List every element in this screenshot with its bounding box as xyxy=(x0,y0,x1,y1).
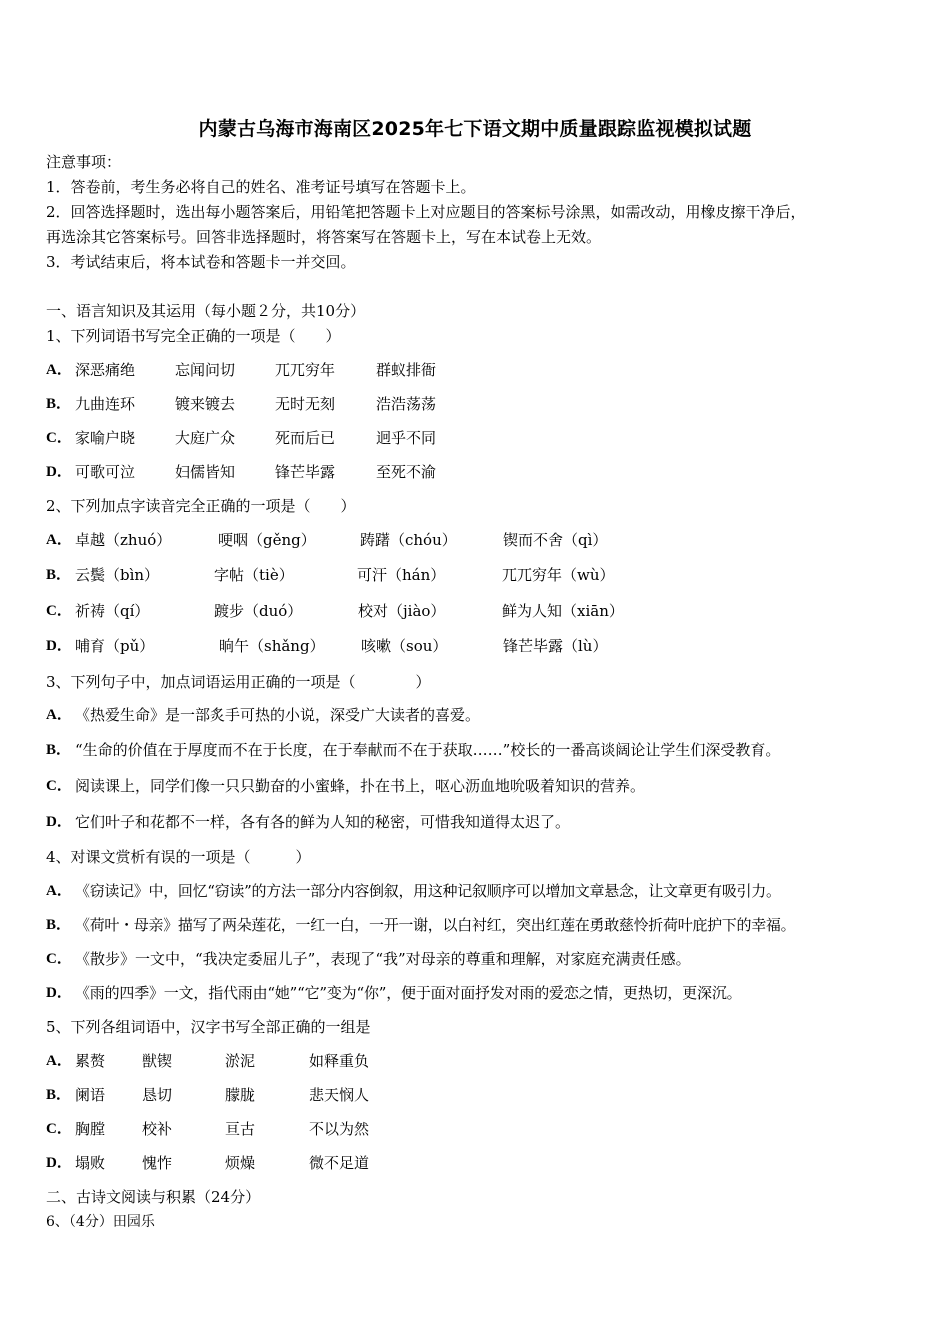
option-label: A． xyxy=(46,883,72,899)
option-label: D． xyxy=(46,814,72,830)
option-label: C． xyxy=(46,430,72,446)
option-item: 可汗（hán） xyxy=(357,566,446,584)
option-label: A． xyxy=(46,707,72,723)
option-text: 《窃读记》中，回忆“窃读”的方法一部分内容倒叙，用这种记叙顺序可以增加文章悬念，让文章更有吸引力。 xyxy=(75,882,781,900)
notice-item: 1．答卷前，考生务必将自己的姓名、准考证号填写在答题卡上。 xyxy=(46,178,476,196)
option-item: 锲而不舍（qì） xyxy=(503,531,608,549)
option-text: 阅读课上，同学们像一只只勤奋的小蜜蜂，扑在书上，呕心沥血地吮吸着知识的营养。 xyxy=(75,777,646,795)
option-item: 踱步（duó） xyxy=(214,602,303,620)
option-text: 《荷叶・母亲》描写了两朵莲花，一红一白，一开一谢，以白衬红，突出红莲在勇敢慈怜折荷叶庇护下的幸福。 xyxy=(75,916,796,934)
option-word: 死而后已 xyxy=(275,429,336,447)
option-word: 至死不渝 xyxy=(376,463,437,481)
option-word: 阑语 xyxy=(75,1086,106,1104)
option-text: 《雨的四季》一文，指代雨由“她”“它”变为“你”，便于面对面抒发对雨的爱恋之情，更热切，更深沉。 xyxy=(75,984,742,1002)
option-label: A． xyxy=(46,362,72,378)
option-label: A． xyxy=(46,1053,72,1069)
question-stem: 2、下列加点字读音完全正确的一项是（ ） xyxy=(46,497,356,515)
question-stem: 4、对课文赏析有误的一项是（ ） xyxy=(46,848,311,866)
option-word: 九曲连环 xyxy=(75,395,136,413)
option-item: 咳嗽（sou） xyxy=(361,637,448,655)
option-word: 迥乎不同 xyxy=(376,429,437,447)
question-stem: 3、下列句子中，加点词语运用正确的一项是（ ） xyxy=(46,673,431,691)
option-word: 家喻户晓 xyxy=(75,429,136,447)
option-label: B． xyxy=(46,742,72,758)
option-word: 累赘 xyxy=(75,1052,106,1070)
option-text: “生命的价值在于厚度而不在于长度，在于奉献而不在于获取……”校长的一番高谈阔论让学生们深受教育。 xyxy=(75,741,781,759)
option-word: 锋芒毕露 xyxy=(275,463,336,481)
question-stem: 5、下列各组词语中，汉字书写全部正确的一组是 xyxy=(46,1018,371,1036)
option-item: 校对（jiào） xyxy=(358,602,446,620)
option-word: 忘闻问切 xyxy=(175,361,236,379)
option-item: 哽咽（gěng） xyxy=(218,531,316,549)
option-word: 朦胧 xyxy=(225,1086,256,1104)
option-item: 锋芒毕露（lù） xyxy=(503,637,608,655)
option-word: 塌败 xyxy=(75,1154,106,1172)
notice-item: 2．回答选择题时，选出每小题答案后，用铅笔把答题卡上对应题目的答案标号涂黑，如需改动，用橡皮擦干净后， xyxy=(46,203,806,221)
notice-heading: 注意事项： xyxy=(46,153,122,171)
option-word: 烦燥 xyxy=(225,1154,256,1172)
option-item: 祈祷（qí） xyxy=(75,602,150,620)
option-text: 《热爱生命》是一部炙手可热的小说，深受广大读者的喜爱。 xyxy=(75,706,481,724)
option-word: 胸膛 xyxy=(75,1120,106,1138)
option-word: 镀来镀去 xyxy=(175,395,236,413)
option-word: 群蚁排衙 xyxy=(376,361,437,379)
option-label: C． xyxy=(46,1121,72,1137)
notice-item: 再选涂其它答案标号。回答非选择题时，将答案写在答题卡上，写在本试卷上无效。 xyxy=(46,228,602,246)
option-item: 哺育（pǔ） xyxy=(75,637,155,655)
notice-item: 3．考试结束后，将本试卷和答题卡一并交回。 xyxy=(46,253,356,271)
option-label: B． xyxy=(46,567,72,583)
option-word: 亘古 xyxy=(225,1120,256,1138)
option-word: 浩浩荡荡 xyxy=(376,395,437,413)
option-word: 如释重负 xyxy=(309,1052,370,1070)
option-label: D． xyxy=(46,1155,72,1171)
option-text: 它们叶子和花都不一样，各有各的鲜为人知的秘密，可惜我知道得太迟了。 xyxy=(75,813,571,831)
option-word: 大庭广众 xyxy=(175,429,236,447)
section-heading: 二、古诗文阅读与积累（24分） xyxy=(46,1188,261,1206)
option-label: D． xyxy=(46,464,72,480)
option-item: 卓越（zhuó） xyxy=(75,531,172,549)
option-label: B． xyxy=(46,917,72,933)
option-label: C． xyxy=(46,951,72,967)
option-word: 愧怍 xyxy=(142,1154,173,1172)
option-word: 悲天悯人 xyxy=(309,1086,370,1104)
page-title: 内蒙古乌海市海南区2025年七下语文期中质量跟踪监视模拟试题 xyxy=(198,118,752,140)
option-label: A． xyxy=(46,532,72,548)
option-label: C． xyxy=(46,603,72,619)
option-label: B． xyxy=(46,396,72,412)
option-word: 微不足道 xyxy=(309,1154,370,1172)
option-text: 《散步》一文中，“我决定委屈儿子”，表现了“我”对母亲的尊重和理解，对家庭充满责任感。 xyxy=(75,950,691,968)
option-item: 云鬓（bìn） xyxy=(75,566,160,584)
option-word: 不以为然 xyxy=(309,1120,370,1138)
question-stem: 1、下列词语书写完全正确的一项是（ ） xyxy=(46,327,341,345)
question-stem: 6、（4分）田园乐 xyxy=(46,1214,155,1230)
option-word: 兀兀穷年 xyxy=(275,361,336,379)
option-word: 深恶痛绝 xyxy=(75,361,136,379)
option-item: 晌午（shǎng） xyxy=(219,637,325,655)
option-word: 恳切 xyxy=(142,1086,173,1104)
option-item: 踌躇（chóu） xyxy=(360,531,457,549)
option-label: B． xyxy=(46,1087,72,1103)
option-label: D． xyxy=(46,638,72,654)
option-word: 淤泥 xyxy=(225,1052,256,1070)
option-item: 兀兀穷年（wù） xyxy=(502,566,615,584)
option-word: 无时无刻 xyxy=(275,395,336,413)
option-label: D． xyxy=(46,985,72,1001)
option-word: 可歌可泣 xyxy=(75,463,136,481)
option-word: 妇儒皆知 xyxy=(175,463,236,481)
option-item: 鲜为人知（xiān） xyxy=(502,602,624,620)
option-word: 獣锲 xyxy=(142,1052,173,1070)
option-item: 字帖（tiè） xyxy=(214,566,294,584)
section-heading: 一、语言知识及其运用（每小题２分，共10分） xyxy=(46,302,366,320)
option-label: C． xyxy=(46,778,72,794)
option-word: 校补 xyxy=(142,1120,173,1138)
